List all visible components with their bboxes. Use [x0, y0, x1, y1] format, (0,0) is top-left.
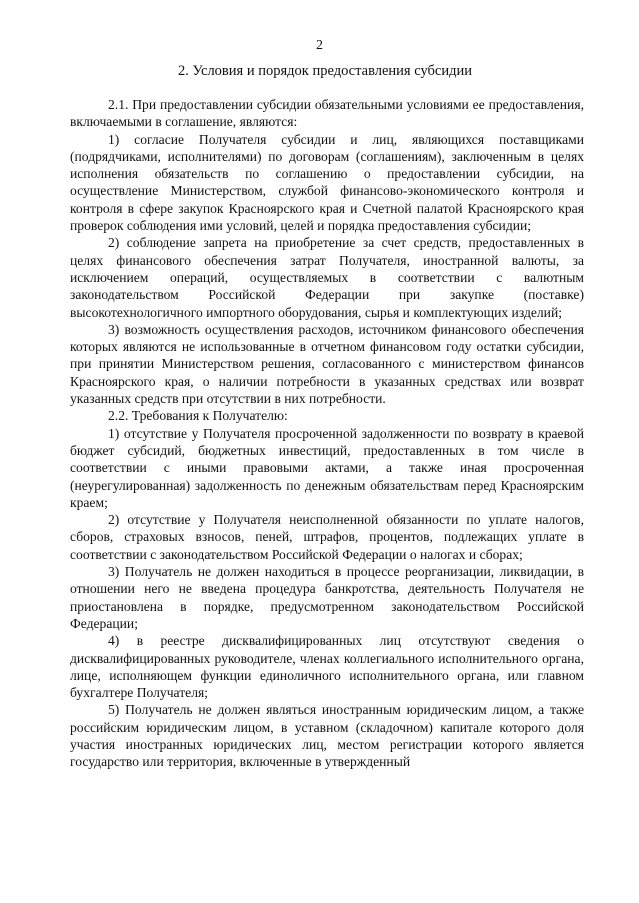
paragraph: 2.2. Требования к Получателю:	[108, 408, 288, 424]
document-body	[70, 96, 584, 771]
paragraph: 2.1. При предоставлении субсидии обязательными условиями ее предоставления, включаемыми в соглашение, являются:	[70, 97, 584, 130]
paragraph: 4) в реестре дисквалифицированных лиц отсутствуют сведения о дисквалифицированных руководителе, членах коллегиального исполнительного органа, лице, исполняющем функции единоличного исполнительного органа, или главном бухгалтере Получателя;	[70, 633, 584, 701]
paragraph: 3) возможность осуществления расходов, источником финансового обеспечения которых являются не использованные в отчетном финансовом году остатки субсидии, при принятии Министерством решения, согласованного с министерством финансов Красноярского края, о наличии потребности в указанных средствах или возврат указанных средств при отсутствии в них потребности.	[70, 321, 584, 407]
paragraph: 2) соблюдение запрета на приобретение за счет средств, предоставленных в целях финансового обеспечения затрат Получателя, иностранной валюты, за исключением операций, осуществляемых в соответствии с валютным законодательством Российской Федерации при закупке (поставке) высокотехнологичного импортного оборудования, сырья и комплектующих изделий;	[70, 235, 584, 320]
paragraph: 3) Получатель не должен находиться в процессе реорганизации, ликвидации, в отношении него не введена процедура банкротства, деятельность Получателя не приостановлена в порядке, предусмотренном законодательством Российской Федерации;	[70, 564, 584, 631]
page-number: 2	[316, 38, 323, 53]
paragraph: 1) согласие Получателя субсидии и лиц, являющихся поставщиками (подрядчиками, исполнителями) по договорам (соглашениям), заключенным в целях исполнения обязательств по соглашению о предоставлении субсидии, на осуществление Министерством, службой финансово-экономического контроля и контроля в сфере закупок Красноярского края и Счетной палатой Красноярского края проверок соблюдения ими условий, целей и порядка предоставления субсидии;	[70, 131, 584, 234]
paragraph: 5) Получатель не должен являться иностранным юридическим лицом, а также российским юридическим лицом, в уставном (складочном) капитале которого доля участия иностранных юридических лиц, местом регистрации которого является государство или территория, включенные в утвержденный	[70, 702, 584, 770]
paragraph: 1) отсутствие у Получателя просроченной задолженности по возврату в краевой бюджет субсидий, бюджетных инвестиций, предоставленных в том числе в соответствии с иными правовыми актами, а также иная просроченная (неурегулированная) задолженность по денежным обязательствам перед Красноярским краем;	[70, 425, 584, 510]
section-title: 2. Условия и порядок предоставления субсидии	[177, 63, 472, 79]
paragraph: 2) отсутствие у Получателя неисполненной обязанности по уплате налогов, сборов, страховых взносов, пеней, штрафов, процентов, подлежащих уплате в соответствии с законодательством Российской Федерации о налогах и сборах;	[70, 512, 584, 562]
